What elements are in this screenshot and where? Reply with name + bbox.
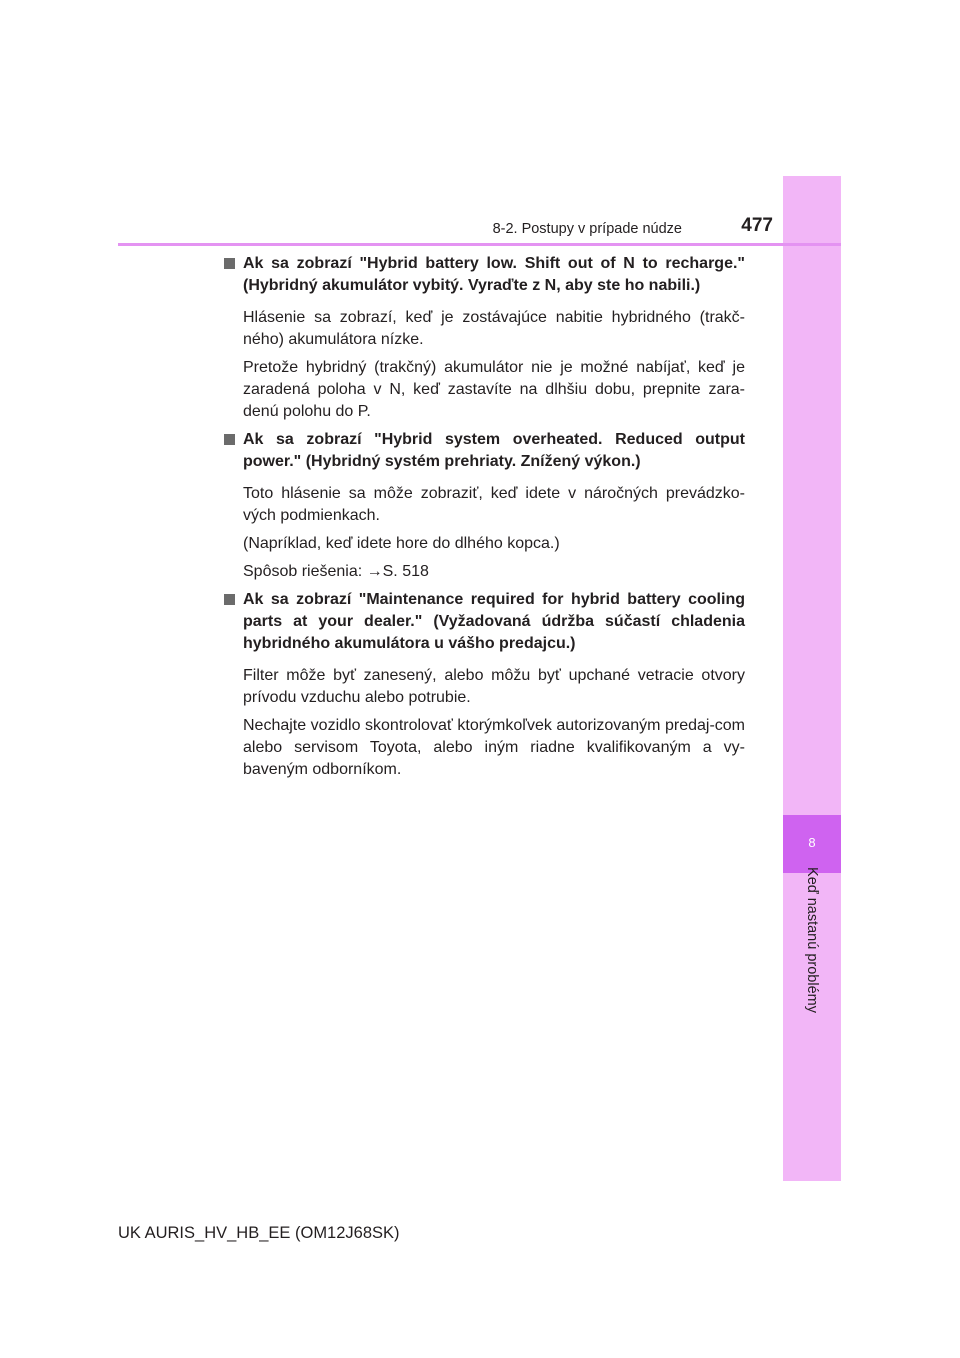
chapter-title: Keď nastanú problémy: [804, 867, 820, 1013]
paragraph: Filter môže byť zanesený, alebo môžu byť upchané vetracie otvory prívodu vzduchu alebo potrubie.: [243, 667, 745, 706]
section-maintenance-required: [222, 589, 745, 781]
section-hybrid-system-overheated: [222, 429, 745, 583]
page-number: 477: [741, 215, 773, 236]
section-heading-text: Ak sa zobrazí "Maintenance required for hybrid battery cooling parts at your dealer." (Vyžadovaná údržba súčastí chladenia hybridného akumulátora u vášho predajcu.): [243, 591, 745, 652]
paragraph-page-reference: Spôsob riešenia: →S. 518: [243, 563, 429, 580]
section-heading: [222, 429, 745, 473]
section-heading-text: Ak sa zobrazí "Hybrid system overheated. Reduced output power." (Hybridný systém prehriaty. Znížený výkon.): [243, 431, 745, 470]
header-rule: [118, 243, 841, 246]
paragraph: Toto hlásenie sa môže zobraziť, keď idete v náročných prevádzko-vých podmienkach.: [243, 485, 745, 524]
square-bullet-icon: [224, 258, 235, 269]
document-code: UK AURIS_HV_HB_EE (OM12J68SK): [118, 1224, 400, 1242]
page-content: [222, 253, 745, 787]
chapter-tab: [783, 815, 841, 873]
paragraph: (Napríklad, keď idete hore do dlhého kopca.): [243, 535, 560, 552]
section-hybrid-battery-low: [222, 253, 745, 423]
paragraph: Nechajte vozidlo skontrolovať ktorýmkoľvek autorizovaným predaj-com alebo servisom Toyota, alebo iným riadne kvalifikovaným a vy-baveným odborníkom.: [243, 717, 745, 778]
square-bullet-icon: [224, 594, 235, 605]
chapter-number: 8: [808, 835, 816, 850]
section-heading-text: Ak sa zobrazí "Hybrid battery low. Shift out of N to recharge." (Hybridný akumulátor vybitý. Vyraďte z N, aby ste ho nabili.): [243, 255, 745, 294]
chapter-side-strip: [783, 176, 841, 1181]
square-bullet-icon: [224, 434, 235, 445]
paragraph: Hlásenie sa zobrazí, keď je zostávajúce nabitie hybridného (trakč-ného) akumulátora nízke.: [243, 309, 745, 348]
header-section-title: 8-2. Postupy v prípade núdze: [492, 221, 682, 237]
section-heading: [222, 253, 745, 297]
paragraph: Pretože hybridný (trakčný) akumulátor nie je možné nabíjať, keď je zaradená poloha v N, keď zastavíte na dlhšiu dobu, prepnite zara-denú polohu do P.: [243, 359, 745, 420]
section-heading: [222, 589, 745, 655]
